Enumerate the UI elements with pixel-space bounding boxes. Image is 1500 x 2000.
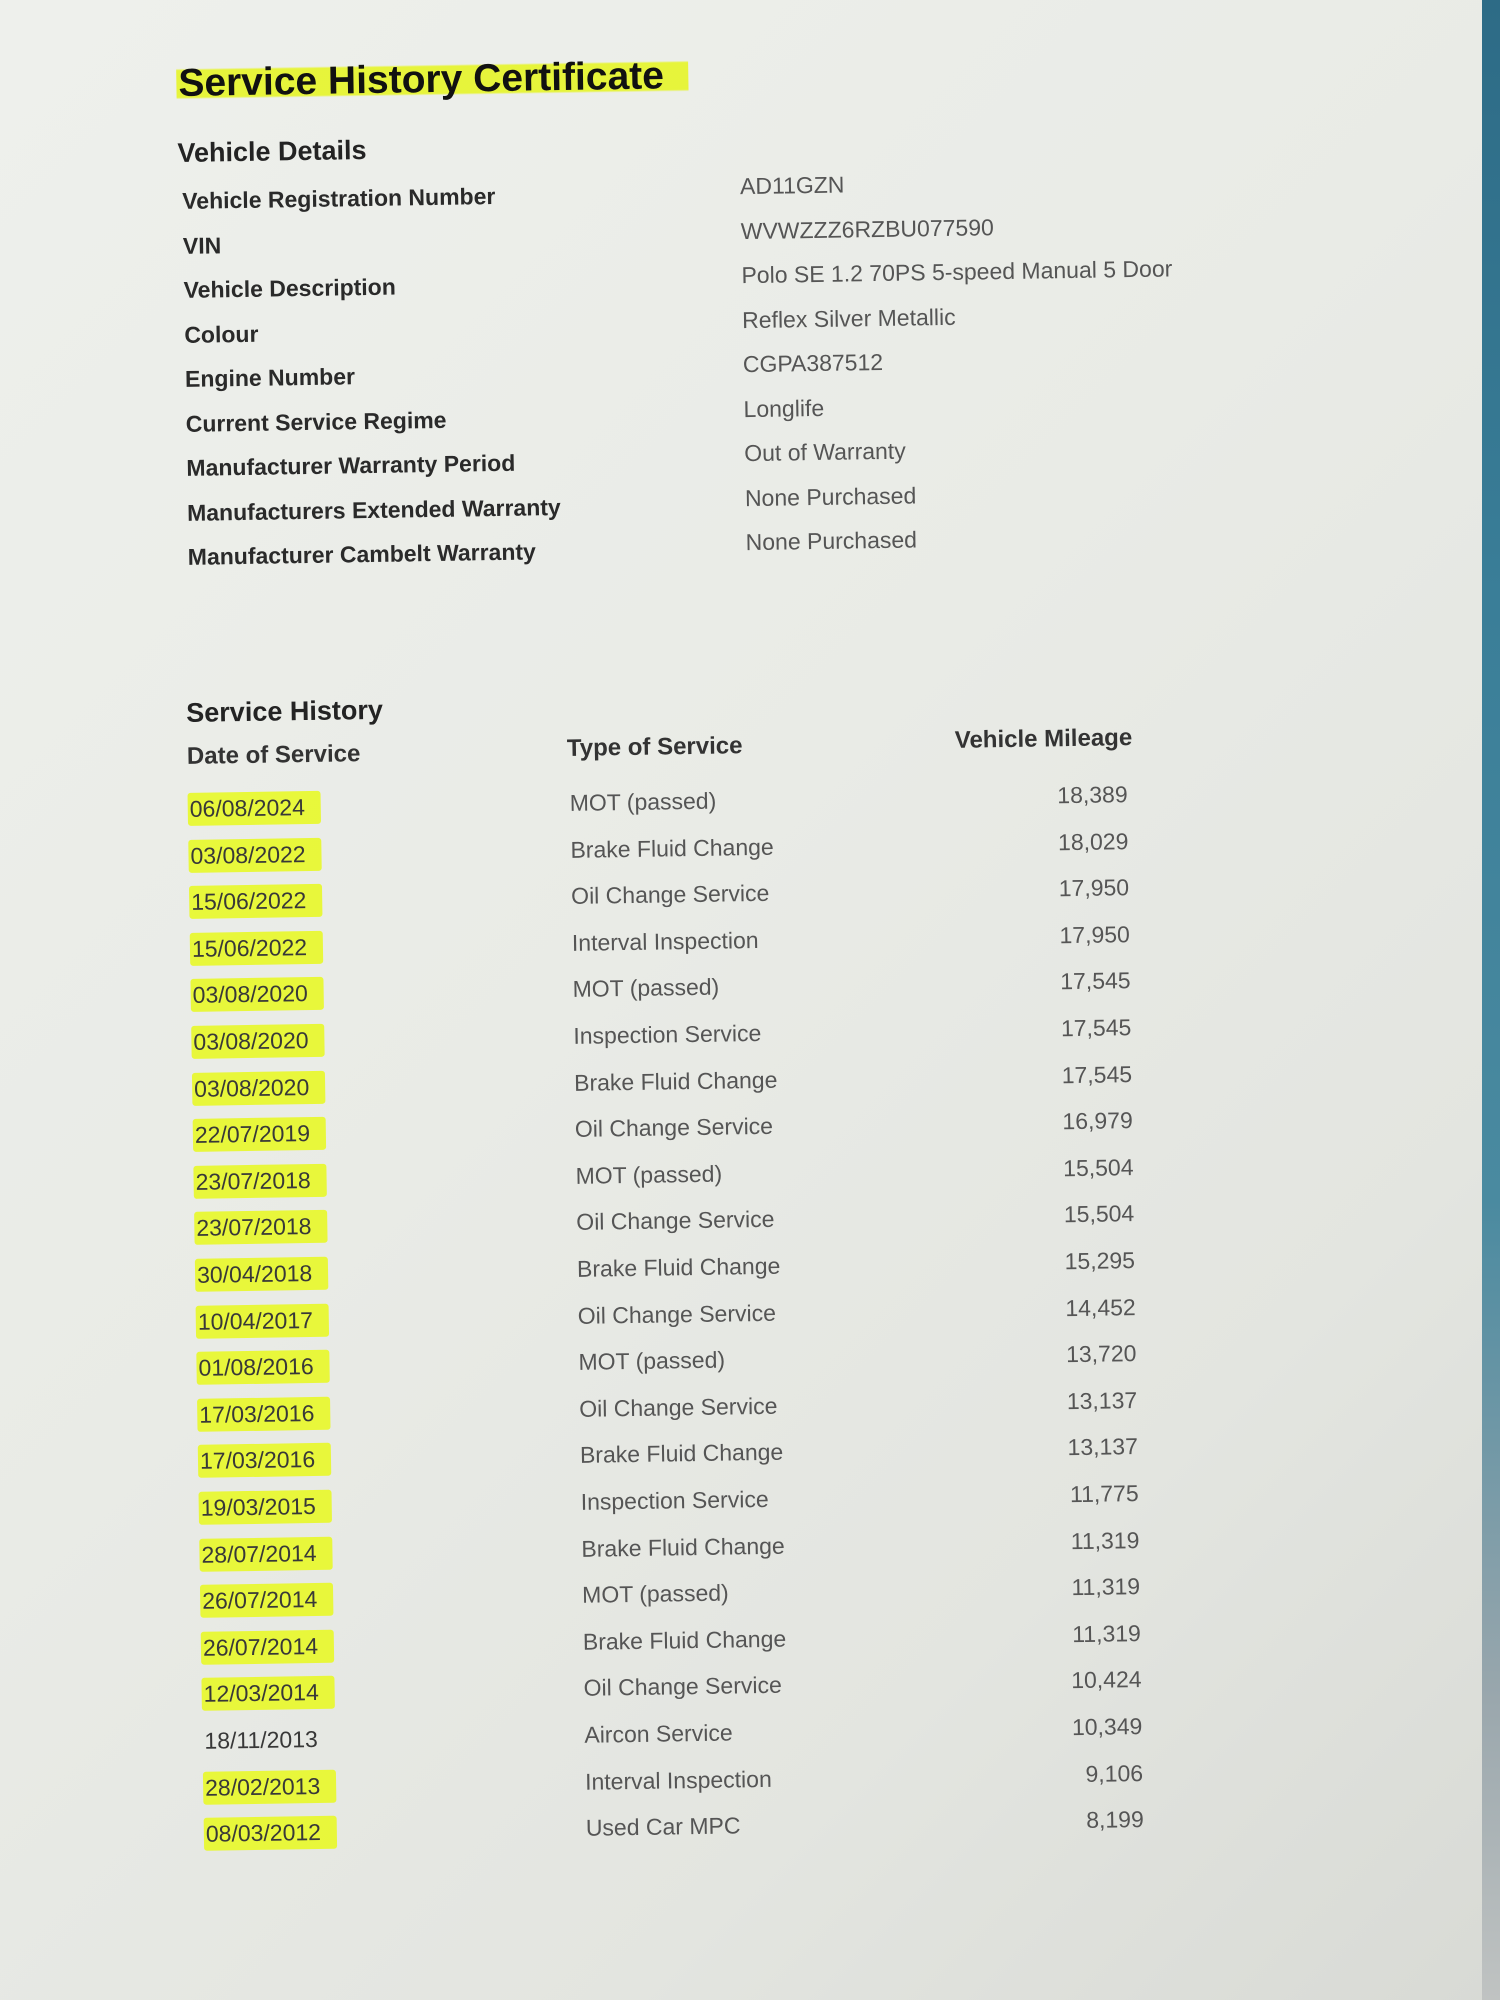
service-mileage: 17,545	[1061, 1060, 1133, 1088]
service-type: Aircon Service	[584, 1719, 733, 1748]
service-type: Interval Inspection	[571, 926, 759, 956]
service-date: 26/07/2014	[200, 1583, 334, 1618]
service-date: 03/08/2020	[192, 1070, 326, 1105]
col-mileage-header: Vehicle Mileage	[954, 724, 1133, 754]
detail-value: Out of Warranty	[744, 437, 906, 467]
service-type: Oil Change Service	[574, 1112, 774, 1143]
page-title: Service History Certificate	[176, 52, 688, 108]
detail-value: Longlife	[743, 394, 825, 422]
service-mileage: 18,389	[1057, 781, 1128, 809]
service-date: 15/06/2022	[190, 931, 324, 966]
background-edge	[1482, 0, 1500, 2000]
service-date: 12/03/2014	[201, 1676, 335, 1711]
service-date: 18/11/2013	[204, 1725, 319, 1754]
service-type: Interval Inspection	[584, 1765, 772, 1795]
detail-label: Manufacturers Extended Warranty	[186, 493, 561, 526]
service-date: 03/08/2022	[188, 837, 322, 872]
service-history-heading: Service History	[186, 694, 384, 728]
service-type: Brake Fluid Change	[576, 1252, 781, 1282]
service-mileage: 17,950	[1058, 874, 1130, 902]
service-mileage: 16,979	[1062, 1107, 1133, 1135]
service-mileage: 13,137	[1066, 1386, 1138, 1414]
service-mileage: 8,199	[1085, 1806, 1144, 1834]
service-type: Inspection Service	[580, 1485, 769, 1515]
service-type: Inspection Service	[573, 1019, 762, 1049]
service-date: 10/04/2017	[196, 1303, 330, 1338]
service-date: 23/07/2018	[193, 1164, 327, 1199]
detail-label: Colour	[184, 320, 259, 348]
service-type: Brake Fluid Change	[582, 1625, 787, 1655]
detail-label: Vehicle Description	[183, 273, 396, 303]
service-date: 26/07/2014	[201, 1630, 335, 1665]
service-date: 28/02/2013	[203, 1769, 337, 1804]
col-date-header: Date of Service	[186, 740, 361, 770]
detail-label: Engine Number	[184, 363, 356, 392]
service-type: MOT (passed)	[575, 1160, 723, 1189]
service-date: 15/06/2022	[189, 884, 323, 919]
service-type: Brake Fluid Change	[579, 1439, 784, 1469]
service-type: Oil Change Service	[583, 1672, 782, 1702]
service-type: Used Car MPC	[585, 1812, 741, 1841]
service-type: Brake Fluid Change	[581, 1532, 785, 1562]
service-mileage: 10,349	[1071, 1713, 1143, 1741]
service-type: MOT (passed)	[572, 973, 720, 1003]
service-mileage: 11,319	[1070, 1526, 1140, 1554]
detail-value: None Purchased	[744, 481, 917, 511]
service-mileage: 11,775	[1069, 1480, 1139, 1508]
service-mileage: 13,720	[1065, 1340, 1137, 1368]
service-date: 28/07/2014	[199, 1536, 333, 1571]
service-date: 17/03/2016	[198, 1443, 332, 1478]
service-type: Oil Change Service	[576, 1206, 775, 1236]
service-date: 17/03/2016	[197, 1397, 331, 1432]
service-mileage: 11,319	[1071, 1619, 1142, 1647]
service-mileage: 15,295	[1064, 1247, 1136, 1275]
detail-label: Vehicle Registration Number	[182, 183, 496, 214]
detail-value: None Purchased	[745, 526, 918, 556]
col-type-header: Type of Service	[566, 732, 743, 762]
service-mileage: 9,106	[1085, 1759, 1144, 1787]
service-mileage: 11,319	[1071, 1573, 1141, 1601]
service-date: 22/07/2019	[193, 1117, 327, 1152]
service-type: MOT (passed)	[581, 1579, 729, 1608]
detail-value: Reflex Silver Metallic	[741, 303, 956, 333]
service-date: 19/03/2015	[198, 1490, 332, 1525]
service-date: 03/08/2020	[190, 977, 324, 1012]
service-date: 30/04/2018	[195, 1257, 329, 1292]
service-mileage: 17,545	[1060, 1014, 1132, 1042]
service-type: Brake Fluid Change	[570, 833, 774, 863]
detail-label: VIN	[182, 231, 222, 259]
detail-label: Manufacturer Warranty Period	[186, 449, 516, 481]
vehicle-details-heading: Vehicle Details	[177, 135, 367, 168]
service-type: Brake Fluid Change	[573, 1066, 778, 1096]
service-mileage: 13,137	[1067, 1433, 1139, 1461]
service-mileage: 15,504	[1062, 1153, 1134, 1181]
service-type: MOT (passed)	[578, 1346, 726, 1376]
service-type: Oil Change Service	[577, 1299, 777, 1329]
service-date: 01/08/2016	[196, 1350, 330, 1385]
service-type: MOT (passed)	[569, 787, 717, 816]
service-type: Oil Change Service	[579, 1392, 778, 1422]
service-date: 06/08/2024	[188, 791, 322, 826]
service-mileage: 17,545	[1060, 967, 1131, 995]
detail-value: AD11GZN	[739, 171, 845, 200]
service-type: Oil Change Service	[570, 879, 770, 910]
detail-value: Polo SE 1.2 70PS 5-speed Manual 5 Door	[741, 255, 1173, 289]
detail-label: Current Service Regime	[185, 406, 447, 437]
detail-value: WVWZZZ6RZBU077590	[740, 213, 994, 244]
service-mileage: 10,424	[1071, 1666, 1142, 1694]
service-mileage: 14,452	[1065, 1293, 1136, 1321]
service-date: 23/07/2018	[194, 1210, 328, 1245]
service-mileage: 15,504	[1063, 1200, 1135, 1228]
service-mileage: 17,950	[1059, 920, 1131, 949]
detail-label: Manufacturer Cambelt Warranty	[187, 538, 537, 570]
service-date: 08/03/2012	[204, 1816, 338, 1851]
service-date: 03/08/2020	[191, 1024, 325, 1059]
detail-value: CGPA387512	[742, 348, 884, 378]
service-mileage: 18,029	[1057, 827, 1129, 855]
